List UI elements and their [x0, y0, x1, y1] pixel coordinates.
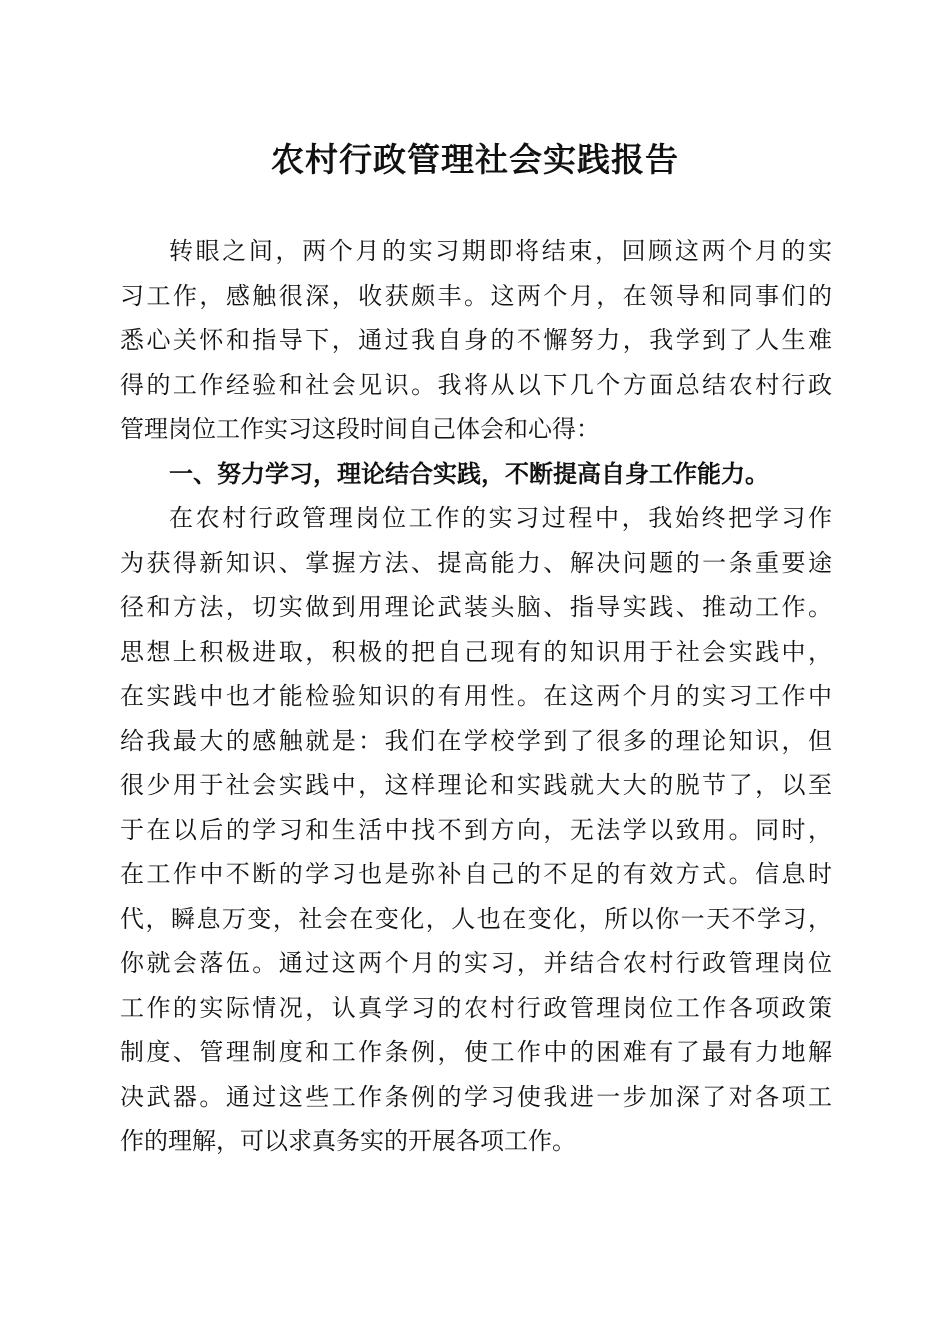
- text-line: 在实践中也才能检验知识的有用性。在这两个月的实习工作中: [120, 682, 832, 710]
- text-line: 得的工作经验和社会见识。我将从以下几个方面总结农村行政: [120, 370, 832, 399]
- section-heading: 一、努力学习，理论结合实践，不断提高自身工作能力。: [169, 459, 769, 488]
- text-line: 思想上积极进取，积极的把自己现有的知识用于社会实践中，: [120, 637, 832, 666]
- text-line: 转眼之间，两个月的实习期即将结束，回顾这两个月的实: [169, 237, 832, 265]
- text-line: 径和方法，切实做到用理论武装头脑、指导实践、推动工作。: [120, 593, 832, 621]
- paragraph-2: [120, 496, 832, 1164]
- text-line: 在工作中不断的学习也是弥补自己的不足的有效方式。信息时: [120, 860, 832, 888]
- text-line: 习工作，感触很深，收获颇丰。这两个月，在领导和同事们的: [120, 281, 832, 310]
- text-line: 制度、管理制度和工作条例，使工作中的困难有了最有力地解: [120, 1038, 832, 1066]
- document-body: [120, 229, 832, 1164]
- text-line: 管理岗位工作实习这段时间自己体会和心得：: [120, 415, 600, 443]
- document-title: 农村行政管理社会实践报告: [271, 140, 679, 179]
- text-line: 你就会落伍。通过这两个月的实习，并结合农村行政管理岗位: [120, 949, 832, 977]
- text-line: 很少用于社会实践中，这样理论和实践就大大的脱节了，以至: [120, 771, 832, 799]
- text-line: 在农村行政管理岗位工作的实习过程中，我始终把学习作: [169, 504, 832, 532]
- paragraph-1: [120, 229, 832, 452]
- text-line: 悉心关怀和指导下，通过我自身的不懈努力，我学到了人生难: [120, 326, 832, 354]
- text-line: 决武器。通过这些工作条例的学习使我进一步加深了对各项工: [120, 1082, 832, 1111]
- text-line: 工作的实际情况，认真学习的农村行政管理岗位工作各项政策: [120, 993, 832, 1022]
- text-line: 为获得新知识、掌握方法、提高能力、解决问题的一条重要途: [120, 548, 832, 577]
- text-line: 于在以后的学习和生活中找不到方向，无法学以致用。同时，: [120, 815, 832, 844]
- text-line: 给我最大的感触就是：我们在学校学到了很多的理论知识，但: [120, 726, 832, 755]
- text-line: 作的理解，可以求真务实的开展各项工作。: [120, 1127, 576, 1155]
- text-line: 代，瞬息万变，社会在变化，人也在变化，所以你一天不学习，: [120, 904, 832, 933]
